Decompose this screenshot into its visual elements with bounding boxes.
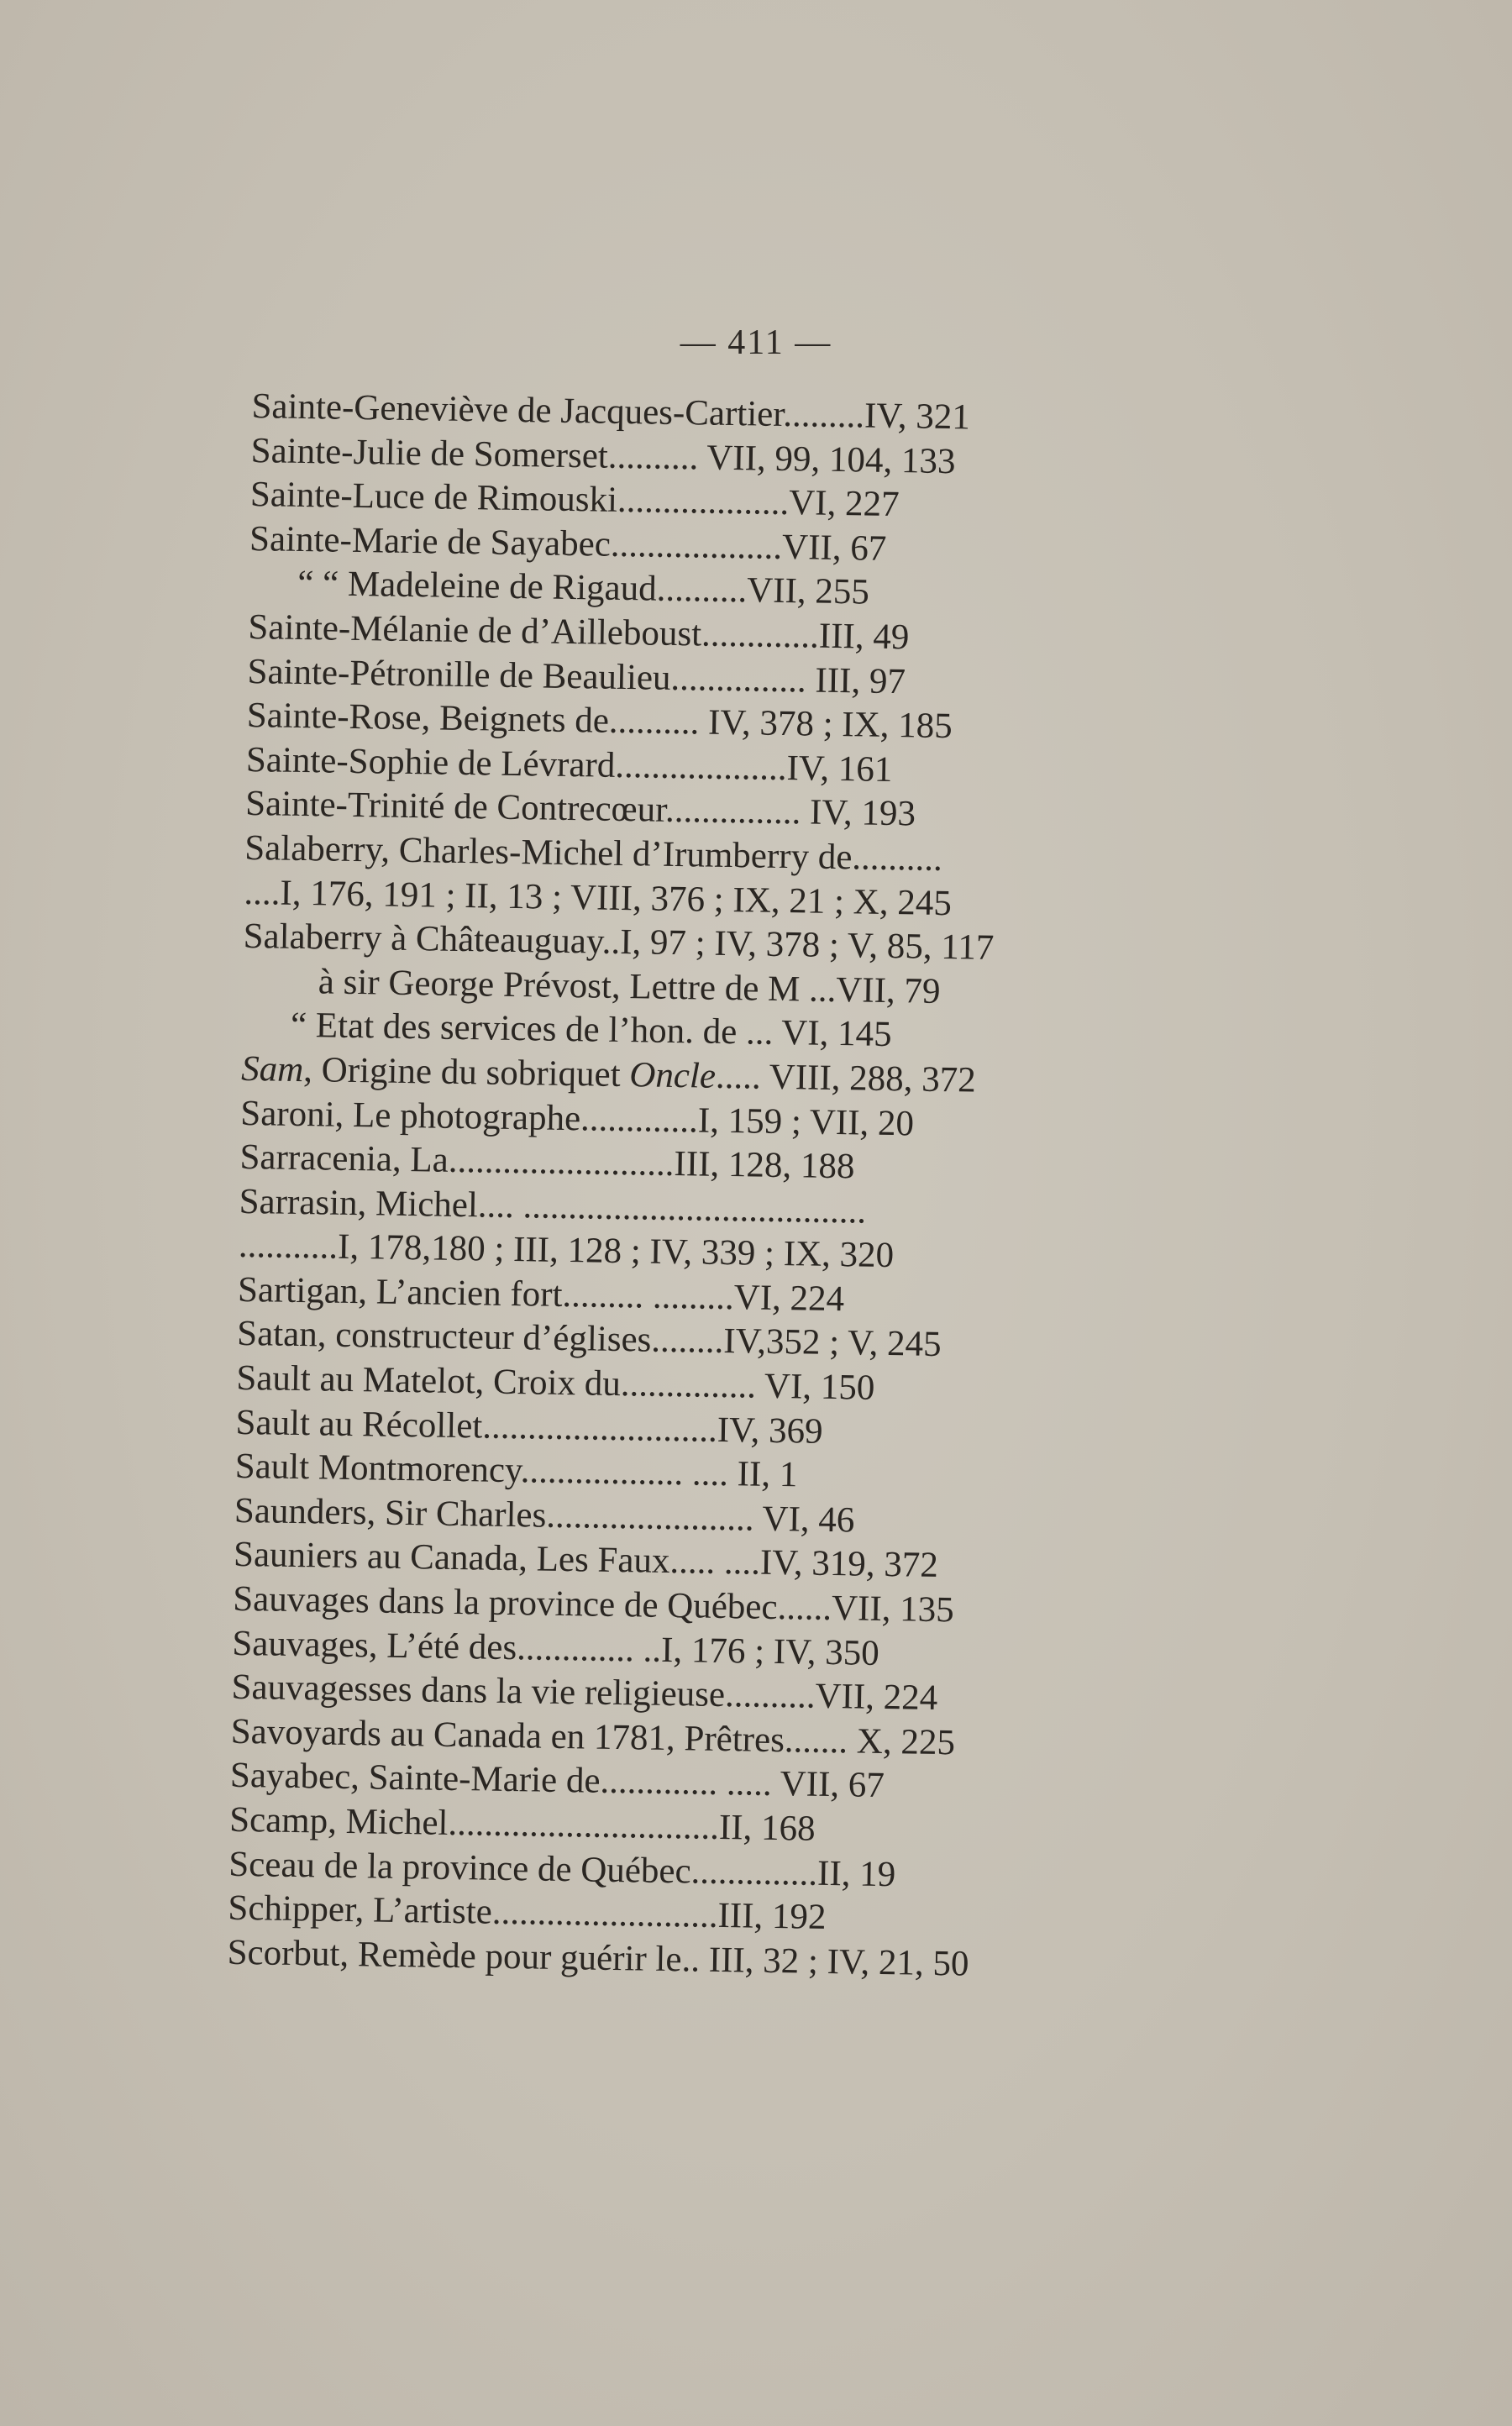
index-entry: Satan, constructeur d’églises........IV,352 ; V, 245 — [236, 1314, 942, 1365]
index-entry: Sauvagesses dans la vie religieuse..........VII, 224 — [231, 1667, 938, 1719]
index-entry: Sam, Origine du sobriquet Oncle..... VIII, 288, 372 — [240, 1048, 977, 1100]
index-entry: Sainte-Luce de Rimouski...................VI, 227 — [249, 475, 900, 525]
index-entry: Sainte-Pétronille de Beaulieu............... III, 97 — [247, 651, 906, 701]
index-entry: Sauvages, L’été des............. ..I, 176 ; IV, 350 — [232, 1623, 880, 1673]
index-entry: Savoyards au Canada en 1781, Prêtres....... X, 225 — [230, 1711, 956, 1763]
index-entry: Sainte-Mélanie de d’Ailleboust.............III, 49 — [248, 606, 910, 658]
index-list — [227, 385, 1176, 1989]
index-entry: Sauvages dans la province de Québec......VII, 135 — [232, 1578, 955, 1630]
index-entry: Schipper, L’artiste.........................III, 192 — [228, 1888, 827, 1938]
index-entry: ...........I, 178,180 ; III, 128 ; IV, 339 ; IX, 320 — [238, 1226, 895, 1276]
index-entry: ....I, 176, 191 ; II, 13 ; VIII, 376 ; IX, 21 ; X, 245 — [244, 872, 953, 923]
index-entry: Sainte-Geneviève de Jacques-Cartier.........IV, 321 — [251, 386, 971, 438]
index-entry: à sir George Prévost, Lettre de M ...VII, 79 — [318, 962, 941, 1011]
index-entry: Sarracenia, La.........................III, 128, 188 — [239, 1137, 855, 1187]
index-entry: Sault Montmorency.................. .... II, 1 — [234, 1447, 798, 1495]
index-entry: “ “ Madeleine de Rigaud..........VII, 255 — [297, 564, 870, 612]
index-entry: Sauniers au Canada, Les Faux..... ....IV, 319, 372 — [233, 1535, 939, 1586]
index-entry: Sainte-Trinité de Contrecœur............... IV, 193 — [244, 784, 916, 834]
index-entry: Sartigan, L’ancien fort......... .........VI, 224 — [237, 1269, 845, 1320]
page-number: — 411 — — [680, 323, 832, 362]
index-entry: Sainte-Marie de Sayabec...................VII, 67 — [249, 518, 887, 569]
index-entry: Sayabec, Sainte-Marie de............. ..... VII, 67 — [229, 1756, 885, 1806]
index-entry: Sault au Matelot, Croix du............... VI, 150 — [236, 1357, 875, 1408]
index-entry: Saroni, Le photographe.............I, 159 ; VII, 20 — [240, 1093, 915, 1143]
index-entry: Sarrasin, Michel.... ...................................... — [239, 1181, 867, 1231]
index-entry: Sainte-Julie de Somerset.......... VII, 99, 104, 133 — [250, 430, 956, 481]
index-entry: Salaberry, Charles-Michel d’Irumberry de.......... — [244, 827, 943, 879]
index-entry: Saunders, Sir Charles....................... VI, 46 — [234, 1490, 855, 1541]
index-entry: Sainte-Sophie de Lévrard...................IV, 161 — [245, 739, 893, 790]
index-entry: Salaberry à Châteauguay..I, 97 ; IV, 378 ; V, 85, 117 — [243, 916, 995, 969]
index-entry: Sainte-Rose, Beignets de.......... IV, 378 ; IX, 185 — [246, 696, 953, 747]
index-entry: Scamp, Michel..............................II, 168 — [228, 1799, 816, 1849]
index-entry: Sault au Récollet..........................IV, 369 — [235, 1402, 823, 1452]
index-entry: “ Etat des services de l’hon. de ... VI, 145 — [290, 1006, 892, 1055]
index-entry: Scorbut, Remède pour guérir le.. III, 32 ; IV, 21, 50 — [227, 1932, 969, 1984]
index-entry: Sceau de la province de Québec..............II, 19 — [228, 1844, 896, 1894]
